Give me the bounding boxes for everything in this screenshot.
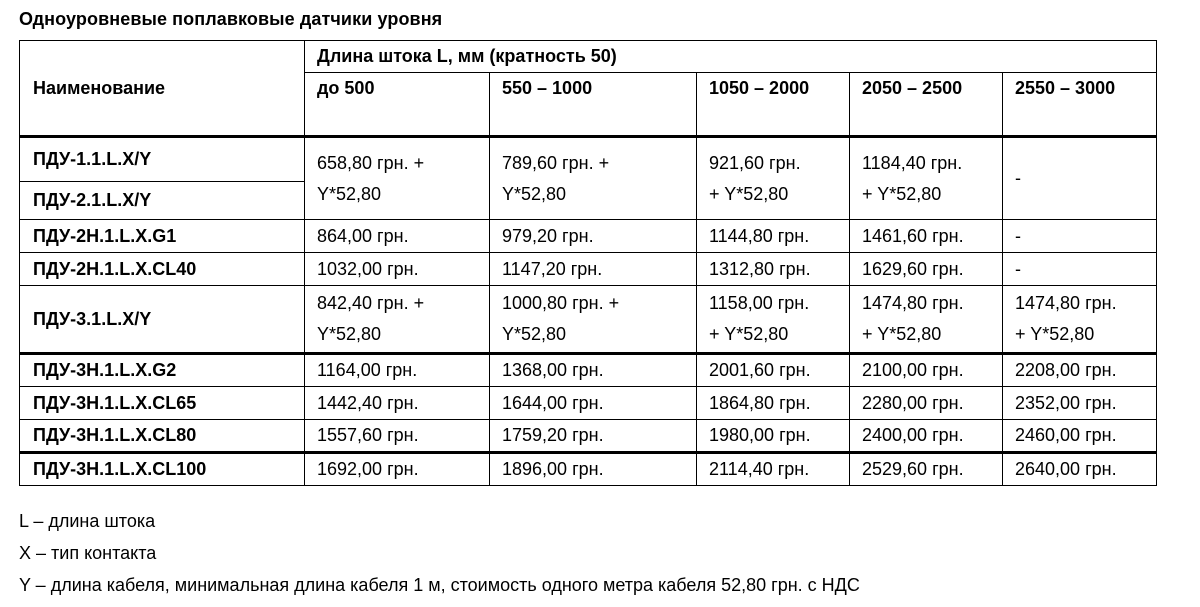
price-line: 658,80 грн. +: [317, 152, 425, 173]
document-title: Одноуровневые поплавковые датчики уровня: [19, 9, 443, 29]
price-line: 1474,80 грн.: [862, 293, 964, 313]
price-cell: 1368,00 грн.: [490, 354, 697, 387]
note-line: X – тип контакта: [19, 543, 157, 563]
price-cell: [1003, 286, 1157, 354]
table-row: [20, 387, 1157, 420]
price-cell: [305, 137, 490, 220]
price-line: 789,60 грн. +: [502, 152, 610, 173]
header-range: 2550 – 3000: [1003, 73, 1157, 137]
price-cell: 2460,00 грн.: [1003, 420, 1157, 453]
price-line: + Y*52,80: [1015, 324, 1095, 344]
price-line: Y*52,80: [317, 183, 382, 204]
price-line: 1474,80 грн.: [1015, 293, 1117, 313]
price-cell: [490, 137, 697, 220]
header-range: 1050 – 2000: [697, 73, 850, 137]
product-name: ПДУ-3Н.1.L.X.CL65: [20, 387, 305, 420]
product-name: ПДУ-2Н.1.L.X.CL40: [20, 253, 305, 286]
price-cell: 1644,00 грн.: [490, 387, 697, 420]
price-table: [19, 40, 1157, 486]
price-cell: 1147,20 грн.: [490, 253, 697, 286]
price-cell: 864,00 грн.: [305, 220, 490, 253]
price-cell: 1864,80 грн.: [697, 387, 850, 420]
product-name: ПДУ-2Н.1.L.X.G1: [20, 220, 305, 253]
price-line: Y*52,80: [502, 324, 567, 344]
price-cell: [697, 286, 850, 354]
price-cell: 2400,00 грн.: [850, 420, 1003, 453]
note-line: L – длина штока: [19, 511, 156, 531]
product-name: ПДУ-2.1.L.X/Y: [20, 182, 305, 220]
note-line: Y – длина кабеля, минимальная длина кабеля 1 м, стоимость одного метра кабеля 52,80 грн. с НДС: [19, 575, 860, 595]
product-name: ПДУ-3.1.L.X/Y: [20, 286, 305, 354]
header-name: Наименование: [20, 41, 305, 137]
price-cell: -: [1003, 220, 1157, 253]
table-row: [20, 137, 1157, 182]
price-line: + Y*52,80: [862, 324, 942, 344]
product-name: ПДУ-1.1.L.X/Y: [20, 137, 305, 182]
price-cell: [697, 137, 850, 220]
header-length-group: Длина штока L, мм (кратность 50): [305, 41, 1157, 73]
table-row: [20, 253, 1157, 286]
price-line: 1158,00 грн.: [709, 293, 810, 313]
price-cell: 2640,00 грн.: [1003, 453, 1157, 486]
table-row: [20, 453, 1157, 486]
header-range: до 500: [305, 73, 490, 137]
price-cell: 2208,00 грн.: [1003, 354, 1157, 387]
price-cell: 979,20 грн.: [490, 220, 697, 253]
price-line: Y*52,80: [317, 324, 382, 344]
price-cell: 1442,40 грн.: [305, 387, 490, 420]
header-range: 2050 – 2500: [850, 73, 1003, 137]
table-row: [20, 286, 1157, 354]
price-cell: 1164,00 грн.: [305, 354, 490, 387]
header-row-group: [20, 41, 1157, 73]
legend-notes: [19, 507, 860, 603]
price-cell: 2100,00 грн.: [850, 354, 1003, 387]
price-cell: [850, 286, 1003, 354]
header-range: 550 – 1000: [490, 73, 697, 137]
price-line: Y*52,80: [502, 183, 567, 204]
product-name: ПДУ-3Н.1.L.X.CL80: [20, 420, 305, 453]
price-line: 921,60 грн.: [709, 152, 801, 173]
table-row: [20, 420, 1157, 453]
product-name: ПДУ-3Н.1.L.X.G2: [20, 354, 305, 387]
price-line: 1000,80 грн. +: [502, 293, 620, 313]
price-cell: [305, 286, 490, 354]
price-cell: 1759,20 грн.: [490, 420, 697, 453]
price-cell: 1032,00 грн.: [305, 253, 490, 286]
price-line: + Y*52,80: [709, 183, 789, 204]
price-cell: 2280,00 грн.: [850, 387, 1003, 420]
price-line: + Y*52,80: [862, 183, 942, 204]
price-cell: 2001,60 грн.: [697, 354, 850, 387]
price-cell: 2114,40 грн.: [697, 453, 850, 486]
price-line: + Y*52,80: [709, 324, 789, 344]
price-cell: 2529,60 грн.: [850, 453, 1003, 486]
price-cell: 1557,60 грн.: [305, 420, 490, 453]
price-cell: 1896,00 грн.: [490, 453, 697, 486]
price-cell: 1692,00 грн.: [305, 453, 490, 486]
price-cell: 1629,60 грн.: [850, 253, 1003, 286]
price-cell: -: [1003, 137, 1157, 220]
price-cell: [490, 286, 697, 354]
price-cell: 1312,80 грн.: [697, 253, 850, 286]
price-cell: 1461,60 грн.: [850, 220, 1003, 253]
price-cell: 2352,00 грн.: [1003, 387, 1157, 420]
product-name: ПДУ-3Н.1.L.X.CL100: [20, 453, 305, 486]
price-cell: 1980,00 грн.: [697, 420, 850, 453]
table-row: [20, 354, 1157, 387]
price-line: 842,40 грн. +: [317, 293, 425, 313]
table-row: [20, 220, 1157, 253]
price-cell: 1144,80 грн.: [697, 220, 850, 253]
price-line: 1184,40 грн.: [862, 152, 963, 173]
price-cell: [850, 137, 1003, 220]
price-cell: -: [1003, 253, 1157, 286]
